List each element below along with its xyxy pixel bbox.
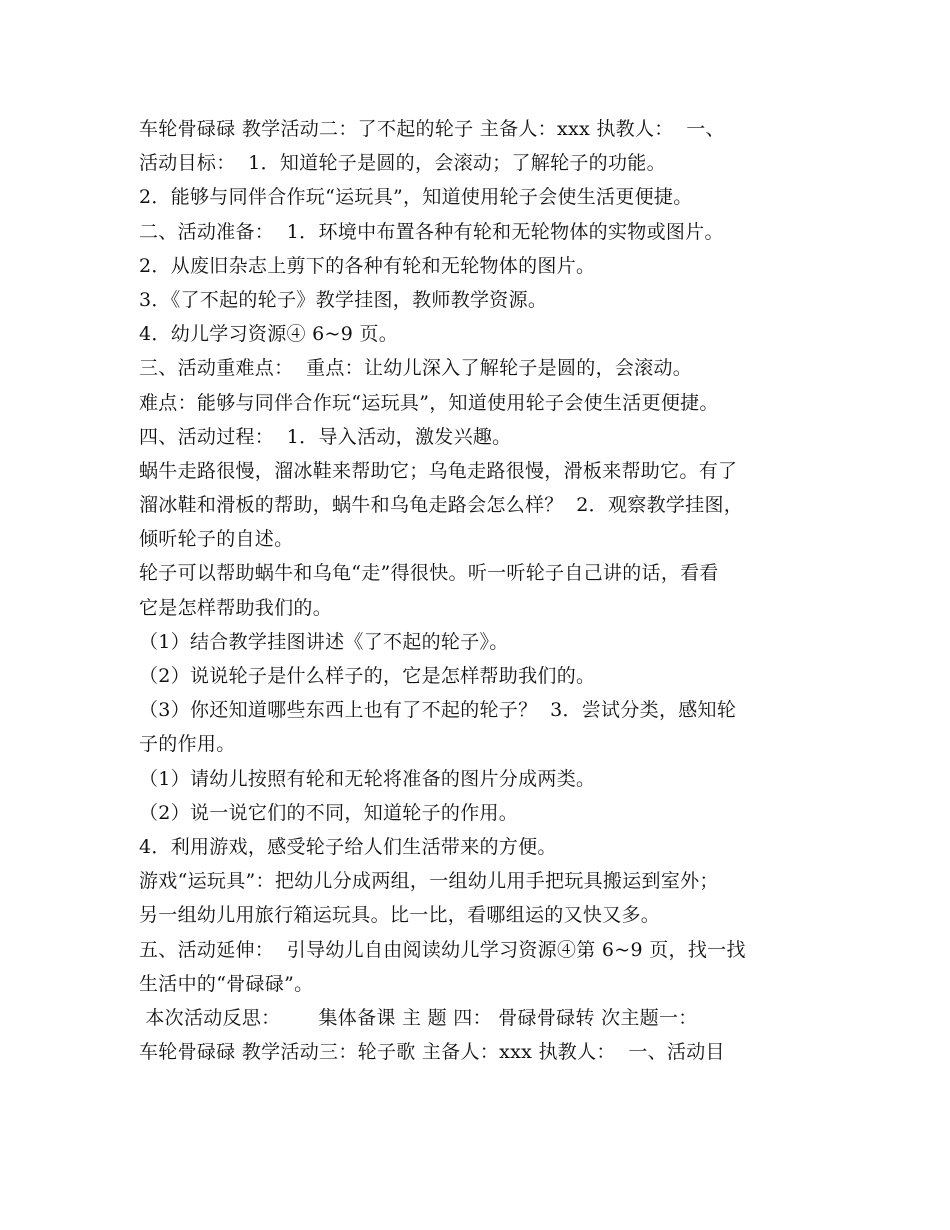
text-line: 它是怎样帮助我们的。: [139, 596, 333, 619]
text-line: （1）请幼儿按照有轮和无轮将准备的图片分成两类。: [139, 767, 596, 790]
text-line: 四、活动过程： 1．导入活动，激发兴趣。: [139, 425, 512, 448]
text-line: 三、活动重难点： 重点：让幼儿深入了解轮子是圆的，会滚动。: [139, 357, 693, 380]
text-line: （1）结合教学挂图讲述《了不起的轮子》。: [139, 630, 509, 653]
text-line: 4．幼儿学习资源④ 6~9 页。: [139, 323, 399, 346]
text-line: 五、活动延伸： 引导幼儿自由阅读幼儿学习资源④第 6~9 页，找一找: [139, 938, 746, 961]
text-line: 车轮骨碌碌 教学活动三：轮子歌 主备人：xxx 执教人： 一、活动目: [139, 1041, 725, 1064]
text-line: 2．从废旧杂志上剪下的各种有轮和无轮物体的图片。: [139, 254, 596, 277]
text-line: 轮子可以帮助蜗牛和乌龟“走”得很快。听一听轮子自己讲的话，看看: [139, 562, 719, 585]
text-line: （2）说说轮子是什么样子的，它是怎样帮助我们的。: [139, 665, 596, 687]
text-line: 倾听轮子的自述。: [139, 528, 294, 551]
text-line: 本次活动反思： 集体备课 主 题 四： 骨碌骨碌转 次主题一：: [139, 1006, 698, 1029]
text-line: 3．《了不起的轮子》教学挂图，教师教学资源。: [139, 288, 548, 311]
text-line: 蜗牛走路很慢，溜冰鞋来帮助它；乌龟走路很慢，滑板来帮助它。有了: [139, 459, 738, 482]
text-line: 难点：能够与同伴合作玩“运玩具”，知道使用轮子会使生活更便捷。: [139, 391, 719, 414]
text-line: 4．利用游戏，感受轮子给人们生活带来的方便。: [139, 835, 557, 858]
text-line: 活动目标： 1．知道轮子是圆的，会滚动；了解轮子的功能。: [139, 152, 666, 175]
text-line: 2．能够与同伴合作玩“运玩具”，知道使用轮子会使生活更便捷。: [139, 186, 693, 209]
text-line: 生活中的“骨碌碌”。: [139, 972, 314, 995]
document-body: [139, 112, 819, 1069]
text-line: 另一组幼儿用旅行箱运玩具。比一比，看哪组运的又快又多。: [139, 904, 661, 927]
text-line: 子的作用。: [139, 733, 236, 756]
text-line: 游戏“运玩具”：把幼儿分成两组，一组幼儿用手把玩具搬运到室外；: [139, 870, 719, 893]
text-line: 车轮骨碌碌 教学活动二：了不起的轮子 主备人：xxx 执教人： 一、: [139, 118, 725, 140]
text-line: 二、活动准备： 1．环境中布置各种有轮和无轮物体的实物或图片。: [139, 220, 724, 243]
text-line: （3）你还知道哪些东西上也有了不起的轮子？ 3．尝试分类，感知轮: [139, 699, 737, 722]
text-line: （2）说一说它们的不同，知道轮子的作用。: [139, 801, 519, 824]
text-line: 溜冰鞋和滑板的帮助，蜗牛和乌龟走路会怎么样？ 2．观察教学挂图，: [139, 494, 744, 517]
